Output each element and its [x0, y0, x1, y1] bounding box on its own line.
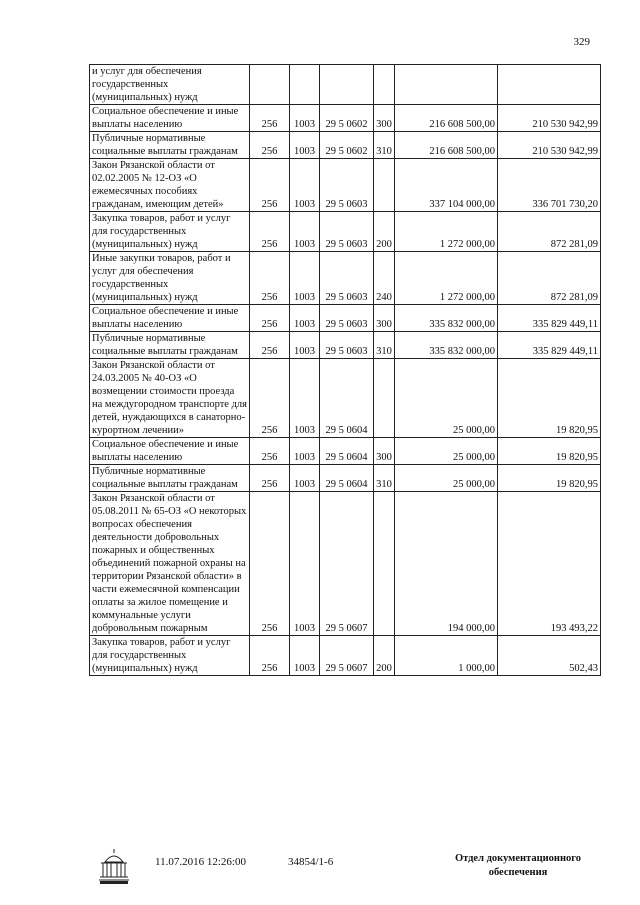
cell-razdel: 1003	[290, 105, 320, 132]
cell-razdel: 1003	[290, 305, 320, 332]
cell-fact	[498, 65, 601, 105]
cell-csr: 29 5 0607	[320, 492, 374, 636]
page-footer	[0, 848, 640, 898]
cell-vr	[374, 159, 395, 212]
cell-ved: 256	[250, 465, 290, 492]
cell-fact: 335 829 449,11	[498, 305, 601, 332]
page-number: 329	[573, 36, 590, 48]
cell-vr: 200	[374, 212, 395, 252]
cell-razdel: 1003	[290, 465, 320, 492]
cell-razdel: 1003	[290, 159, 320, 212]
cell-vr: 200	[374, 636, 395, 676]
cell-plan: 25 000,00	[395, 359, 498, 438]
cell-fact: 210 530 942,99	[498, 132, 601, 159]
cell-razdel	[290, 65, 320, 105]
table-row	[90, 212, 601, 252]
cell-csr: 29 5 0604	[320, 465, 374, 492]
cell-csr: 29 5 0604	[320, 438, 374, 465]
cell-desc: Закупка товаров, работ и услуг для государственных (муниципальных) нужд	[90, 636, 250, 676]
cell-vr	[374, 492, 395, 636]
cell-fact: 336 701 730,20	[498, 159, 601, 212]
cell-razdel: 1003	[290, 132, 320, 159]
cell-desc: Иные закупки товаров, работ и услуг для обеспечения государственных (муниципальных) нужд	[90, 252, 250, 305]
table-row	[90, 636, 601, 676]
cell-fact: 872 281,09	[498, 252, 601, 305]
cell-vr: 300	[374, 438, 395, 465]
cell-vr	[374, 359, 395, 438]
cell-csr: 29 5 0603	[320, 212, 374, 252]
cell-razdel: 1003	[290, 438, 320, 465]
cell-plan: 25 000,00	[395, 438, 498, 465]
cell-desc: Публичные нормативные социальные выплаты гражданам	[90, 332, 250, 359]
cell-vr: 300	[374, 305, 395, 332]
cell-fact: 210 530 942,99	[498, 105, 601, 132]
cell-plan: 335 832 000,00	[395, 305, 498, 332]
cell-csr: 29 5 0604	[320, 359, 374, 438]
cell-fact: 19 820,95	[498, 438, 601, 465]
cell-vr: 300	[374, 105, 395, 132]
table-row	[90, 465, 601, 492]
cell-razdel: 1003	[290, 359, 320, 438]
cell-ved: 256	[250, 159, 290, 212]
cell-desc: Закупка товаров, работ и услуг для государственных (муниципальных) нужд	[90, 212, 250, 252]
cell-csr: 29 5 0603	[320, 159, 374, 212]
cell-vr: 310	[374, 132, 395, 159]
cell-desc: Социальное обеспечение и иные выплаты населению	[90, 305, 250, 332]
cell-plan: 337 104 000,00	[395, 159, 498, 212]
cell-ved: 256	[250, 212, 290, 252]
cell-razdel: 1003	[290, 252, 320, 305]
cell-razdel: 1003	[290, 492, 320, 636]
cell-plan: 194 000,00	[395, 492, 498, 636]
table-row	[90, 105, 601, 132]
cell-vr: 310	[374, 332, 395, 359]
cell-ved: 256	[250, 105, 290, 132]
budget-table-body	[90, 65, 601, 676]
cell-plan: 1 000,00	[395, 636, 498, 676]
cell-desc: Социальное обеспечение и иные выплаты населению	[90, 438, 250, 465]
cell-csr: 29 5 0602	[320, 105, 374, 132]
cell-ved: 256	[250, 132, 290, 159]
cell-desc: Публичные нормативные социальные выплаты гражданам	[90, 465, 250, 492]
cell-vr: 240	[374, 252, 395, 305]
cell-ved: 256	[250, 305, 290, 332]
cell-razdel: 1003	[290, 332, 320, 359]
cell-desc: Закон Рязанской области от 05.08.2011 № 65-ОЗ «О некоторых вопросах обеспечения деятельности добровольных пожарных и общественных объединений пожарной охраны на территории Рязанской области» в части ежемесячной компенсации оплаты за жилое помещение и коммунальные услуги добровольным пожарным	[90, 492, 250, 636]
footer-department: Отдел документационного обеспечения	[454, 853, 582, 878]
table-row	[90, 438, 601, 465]
footer-doc-number: 34854/1-6	[288, 856, 334, 868]
cell-ved: 256	[250, 438, 290, 465]
cell-plan: 216 608 500,00	[395, 105, 498, 132]
table-row	[90, 305, 601, 332]
table-row	[90, 492, 601, 636]
cell-csr: 29 5 0603	[320, 252, 374, 305]
budget-table	[89, 64, 601, 676]
cell-fact: 335 829 449,11	[498, 332, 601, 359]
cell-razdel: 1003	[290, 636, 320, 676]
cell-ved	[250, 65, 290, 105]
cell-ved: 256	[250, 252, 290, 305]
cell-plan	[395, 65, 498, 105]
table-row	[90, 252, 601, 305]
cell-ved: 256	[250, 492, 290, 636]
table-row	[90, 159, 601, 212]
cell-razdel: 1003	[290, 212, 320, 252]
cell-ved: 256	[250, 332, 290, 359]
cell-csr: 29 5 0603	[320, 332, 374, 359]
cell-ved: 256	[250, 636, 290, 676]
cell-desc: Закон Рязанской области от 02.02.2005 № 12-ОЗ «О ежемесячных пособиях гражданам, имеющим детей»	[90, 159, 250, 212]
table-row	[90, 65, 601, 105]
cell-csr: 29 5 0602	[320, 132, 374, 159]
cell-csr: 29 5 0603	[320, 305, 374, 332]
cell-fact: 19 820,95	[498, 465, 601, 492]
cell-vr: 310	[374, 465, 395, 492]
cell-fact: 872 281,09	[498, 212, 601, 252]
table-row	[90, 132, 601, 159]
cell-csr: 29 5 0607	[320, 636, 374, 676]
cell-plan: 216 608 500,00	[395, 132, 498, 159]
cell-vr	[374, 65, 395, 105]
table-row	[90, 359, 601, 438]
cell-fact: 19 820,95	[498, 359, 601, 438]
cell-plan: 1 272 000,00	[395, 212, 498, 252]
cell-desc: и услуг для обеспечения государственных (муниципальных) нужд	[90, 65, 250, 105]
cell-plan: 25 000,00	[395, 465, 498, 492]
cell-fact: 193 493,22	[498, 492, 601, 636]
footer-datetime: 11.07.2016 12:26:00	[155, 856, 246, 868]
cell-desc: Закон Рязанской области от 24.03.2005 № 40-ОЗ «О возмещении стоимости проезда на междугородном транспорте для детей, нуждающихся в санаторно-курортном лечении»	[90, 359, 250, 438]
cell-ved: 256	[250, 359, 290, 438]
cell-plan: 335 832 000,00	[395, 332, 498, 359]
cell-fact: 502,43	[498, 636, 601, 676]
table-row	[90, 332, 601, 359]
cell-desc: Публичные нормативные социальные выплаты гражданам	[90, 132, 250, 159]
cell-csr	[320, 65, 374, 105]
duma-building-icon	[97, 846, 131, 886]
cell-plan: 1 272 000,00	[395, 252, 498, 305]
cell-desc: Социальное обеспечение и иные выплаты населению	[90, 105, 250, 132]
